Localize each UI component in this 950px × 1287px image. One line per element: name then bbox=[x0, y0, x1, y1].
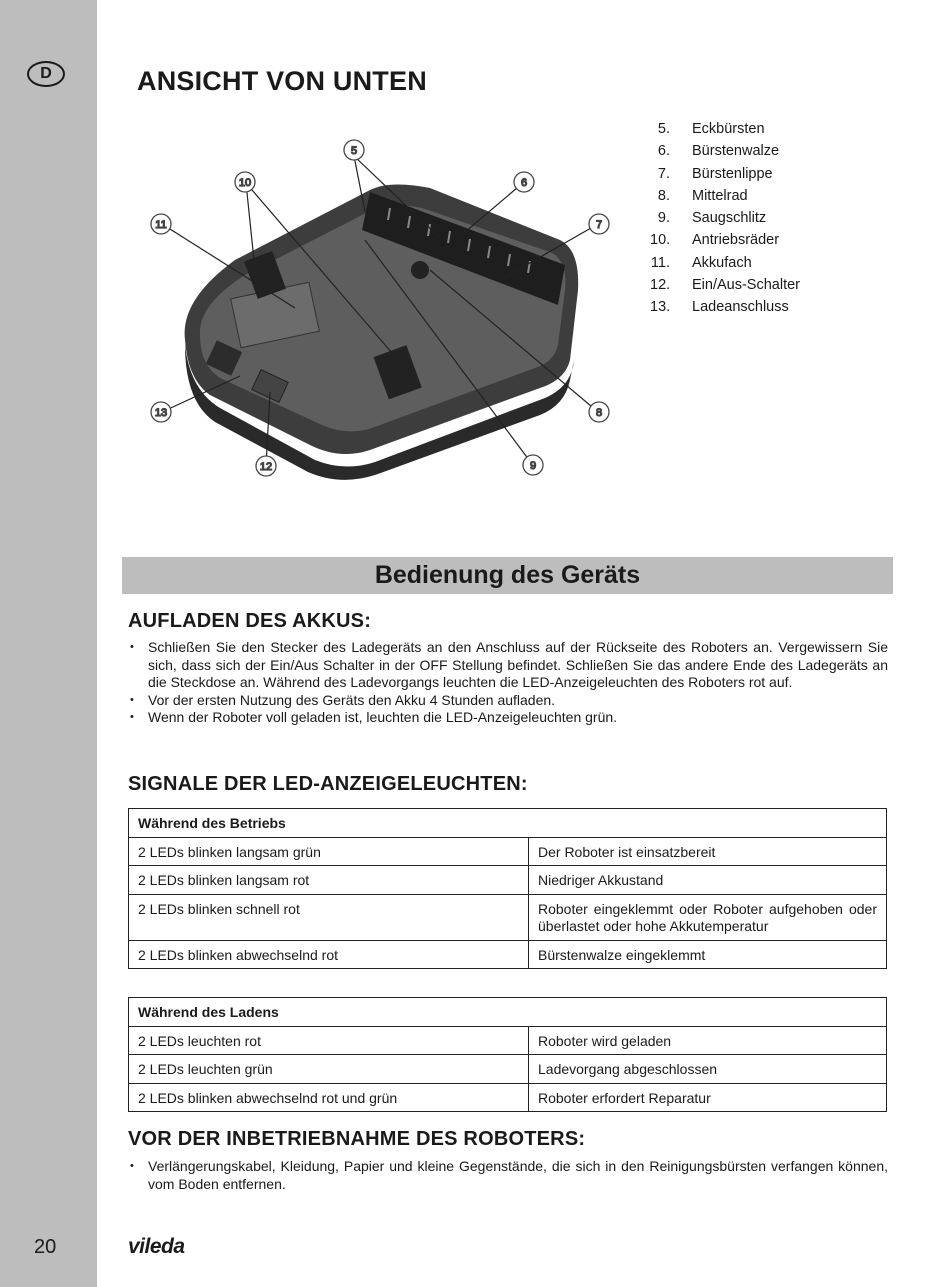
svg-text:9: 9 bbox=[529, 460, 537, 472]
charging-bullets bbox=[128, 639, 888, 727]
page-number: 20 bbox=[34, 1236, 57, 1258]
parts-list-item: 9. Saugschlitz bbox=[657, 210, 767, 227]
callout-12 bbox=[256, 456, 276, 476]
list-item: • Vor der ersten Nutzung des Geräts den Akku 4 Stunden aufladen. bbox=[128, 692, 888, 710]
page-title: ANSICHT VON UNTEN bbox=[137, 66, 427, 96]
parts-list-item: 6. Bürstenwalze bbox=[657, 143, 780, 160]
robot-underside-illustration bbox=[140, 130, 620, 490]
callout-9 bbox=[523, 455, 543, 475]
parts-list-item: 8. Mittelrad bbox=[657, 187, 748, 204]
parts-list-item: 10. Antriebsräder bbox=[650, 232, 780, 249]
parts-list bbox=[650, 118, 800, 319]
parts-list-item: 11. Akkufach bbox=[650, 254, 752, 271]
led-operation-table bbox=[128, 808, 887, 969]
language-badge: D bbox=[27, 61, 65, 87]
page-sidebar bbox=[0, 0, 97, 1287]
before-use-bullets bbox=[128, 1158, 888, 1193]
callout-13 bbox=[151, 402, 171, 422]
table-row: 2 LEDs blinken schnell rot Roboter eingeklemmt oder Roboter aufgehoben oder überlastet oder hohe Akkutemperatur bbox=[129, 894, 887, 940]
list-item: • Verlängerungskabel, Kleidung, Papier und kleine Gegenstände, die sich in den Reinigungsbürsten verfangen können, vom Boden entfernen. bbox=[128, 1158, 888, 1193]
table-row: 2 LEDs blinken abwechselnd rot Bürstenwalze eingeklemmt bbox=[129, 940, 887, 969]
parts-list-item: 5. Eckbürsten bbox=[657, 121, 765, 137]
svg-text:12: 12 bbox=[259, 461, 273, 473]
table-header: Während des Ladens bbox=[129, 998, 887, 1027]
brand-logo: vileda bbox=[128, 1235, 185, 1258]
svg-text:10: 10 bbox=[238, 177, 252, 189]
callout-6 bbox=[514, 172, 534, 192]
svg-text:6: 6 bbox=[520, 177, 528, 189]
callout-11 bbox=[151, 214, 171, 234]
svg-text:13: 13 bbox=[154, 407, 168, 419]
parts-list-item: 7. Bürstenlippe bbox=[657, 165, 773, 182]
list-item: • Schließen Sie den Stecker des Ladegeräts an den Anschluss auf der Rückseite des Roboters an. Vergewissern Sie sich, dass sich der Ein/Aus Schalter in der OFF Stellung befindet. Schließen Sie das andere Ende des Ladegeräts an die Steckdose an. Während des Ladevorgangs leuchten die LED-Anzeigeleuchten des Roboters rot auf. bbox=[128, 639, 888, 692]
callout-8 bbox=[589, 402, 609, 422]
table-row: 2 LEDs blinken langsam grün Der Roboter ist einsatzbereit bbox=[129, 837, 887, 866]
list-item: • Wenn der Roboter voll geladen ist, leuchten die LED-Anzeigeleuchten grün. bbox=[128, 709, 888, 727]
table-row: 2 LEDs blinken abwechselnd rot und grün Roboter erfordert Reparatur bbox=[129, 1083, 887, 1112]
table-row: 2 LEDs leuchten grün Ladevorgang abgeschlossen bbox=[129, 1055, 887, 1084]
charging-heading: AUFLADEN DES AKKUS: bbox=[128, 610, 372, 632]
svg-text:11: 11 bbox=[155, 219, 167, 231]
callout-5 bbox=[344, 140, 364, 160]
led-signals-heading: SIGNALE DER LED-ANZEIGELEUCHTEN: bbox=[128, 773, 528, 795]
table-header: Während des Betriebs bbox=[129, 809, 887, 838]
svg-text:5: 5 bbox=[350, 145, 358, 157]
before-use-heading: VOR DER INBETRIEBNAHME DES ROBOTERS: bbox=[128, 1128, 586, 1150]
svg-text:8: 8 bbox=[595, 407, 603, 419]
parts-list-item: 12. Ein/Aus-Schalter bbox=[650, 277, 800, 294]
callout-7 bbox=[589, 214, 609, 234]
svg-text:7: 7 bbox=[595, 219, 603, 231]
callout-10 bbox=[235, 172, 255, 192]
parts-list-item: 13. Ladeanschluss bbox=[650, 299, 789, 316]
table-row: 2 LEDs leuchten rot Roboter wird geladen bbox=[129, 1026, 887, 1055]
section-band: Bedienung des Geräts bbox=[122, 557, 893, 594]
table-row: 2 LEDs blinken langsam rot Niedriger Akkustand bbox=[129, 866, 887, 895]
led-charging-table bbox=[128, 997, 887, 1112]
